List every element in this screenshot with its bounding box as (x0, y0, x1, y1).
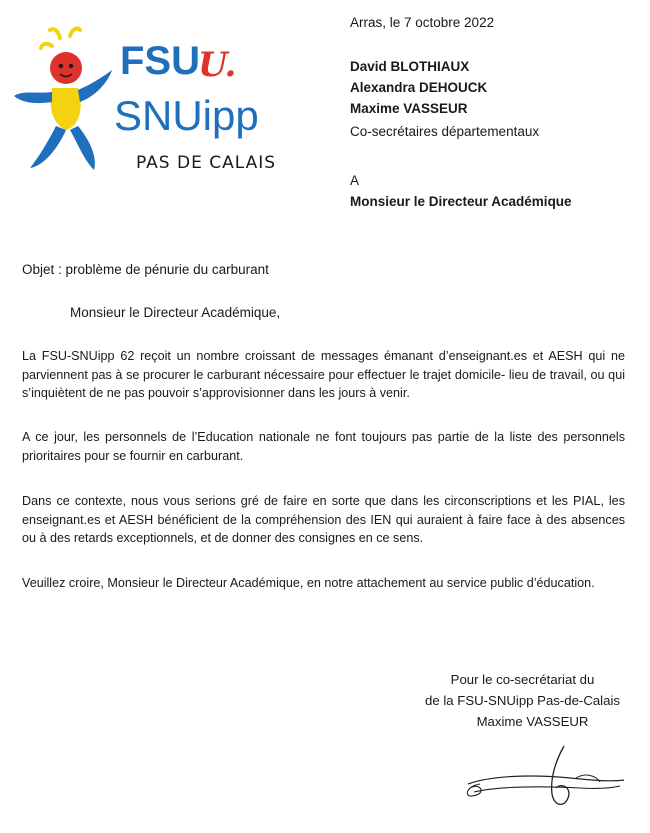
place-date: Arras, le 7 octobre 2022 (350, 15, 495, 30)
closing-name: Maxime VASSEUR (476, 714, 589, 729)
fsu-snuipp-logo (8, 26, 278, 186)
handwritten-signature (460, 742, 630, 817)
paragraph-1: La FSU-SNUipp 62 reçoit un nombre croissant de messages émanant d’enseignant.es et AESH qui ne parviennent pas à se procurer le carburant nécessaire pour effectuer le trajet domicile- lieu de travail, ou qui s’inquiètent de ne pas pouvoir s’approvisionner dans les jours à venir. (22, 349, 625, 400)
child-figure-icon (14, 29, 112, 170)
logo-u-text: U. (198, 45, 237, 85)
closing-line-1: Pour le co-secrétariat du (450, 672, 595, 687)
logo-region-text: PAS DE CALAIS (136, 153, 277, 173)
letter-subject: Objet : problème de pénurie du carburant (22, 262, 269, 277)
recipient: Monsieur le Directeur Académique (350, 194, 572, 209)
recipient-prefix: A (350, 173, 360, 188)
paragraph-2: A ce jour, les personnels de l’Education nationale ne font toujours pas partie de la liste des personnels prioritaires pour se fournir en carburant. (22, 430, 625, 463)
logo-fsu-text: FSU (120, 39, 200, 83)
paragraph-4: Veuillez croire, Monsieur le Directeur Académique, en notre attachement au service public d’éducation. (22, 576, 595, 590)
signatory-3: Maxime VASSEUR (350, 101, 468, 116)
closing-line-2: de la FSU-SNUipp Pas-de-Calais (425, 693, 620, 708)
paragraph-3: Dans ce contexte, nous vous serions gré de faire en sorte que dans les circonscriptions et les PIAL, les enseignant.es et AESH bénéficient de la compréhension des IEN qui auraient à faire face à des absences ou à des retards exceptionnels, et de donner des consignes en ce sens. (22, 494, 625, 545)
signatory-2: Alexandra DEHOUCK (350, 80, 488, 95)
letter-salutation: Monsieur le Directeur Académique, (70, 305, 281, 320)
logo-snuipp-text: SNUipp (114, 92, 259, 139)
signatories-role: Co-secrétaires départementaux (350, 124, 540, 139)
signatory-1: David BLOTHIAUX (350, 59, 470, 74)
